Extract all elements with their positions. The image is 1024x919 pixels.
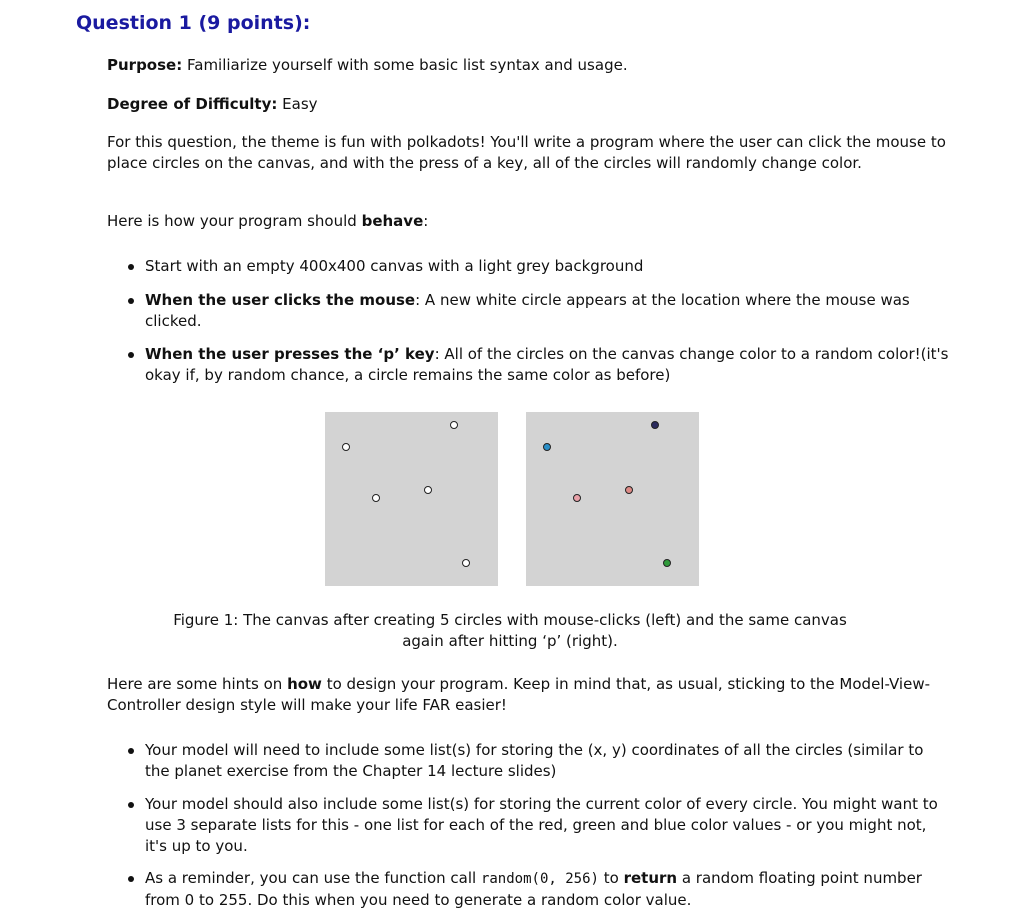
behavior-bold: When the user presses the ‘p’ key — [145, 345, 435, 363]
circle — [342, 443, 350, 451]
hint-text: Your model should also include some list(s) for storing the current color of every circle. You might want to use 3 separate lists for this - one list for each of the red, green and blue color values - or you might not, it's up to you. — [145, 795, 938, 855]
difficulty-text: Easy — [282, 95, 318, 113]
reminder-bold: return — [623, 869, 678, 887]
circle — [625, 486, 633, 494]
hints-post: to design your program. Keep in mind that, as usual, sticking to the Model-View-Controller design style will make your life FAR easier! — [107, 675, 931, 714]
behavior-text: : All of the circles on the canvas change color to a random color!(it's okay if, by random chance, a circle remains the same color as before) — [145, 345, 949, 384]
purpose-text: Familiarize yourself with some basic list syntax and usage. — [187, 56, 628, 74]
circle — [663, 559, 671, 567]
caption-line: again after hitting ‘p’ (right). — [402, 632, 618, 650]
hints-bold: how — [287, 675, 322, 693]
circle — [543, 443, 551, 451]
behave-bold: behave — [361, 212, 424, 230]
reminder-pre: As a reminder, you can use the function call — [145, 869, 481, 887]
behavior-bold: When the user clicks the mouse — [145, 291, 416, 309]
canvas-before — [325, 412, 498, 586]
circle — [372, 494, 380, 502]
figure-caption — [140, 610, 880, 652]
difficulty-line — [107, 94, 949, 115]
behavior-item-click — [128, 290, 949, 332]
hint-item — [128, 794, 949, 857]
circle — [462, 559, 470, 567]
intro-paragraph: For this question, the theme is fun with polkadots! You'll write a program where the user can click the mouse to place circles on the canvas, and with the press of a key, all of the circles will randomly change color. — [107, 133, 946, 172]
hint-item-reminder — [128, 868, 949, 911]
behavior-text: Start with an empty 400x400 canvas with a light grey background — [145, 257, 644, 275]
purpose-label: Purpose: — [107, 56, 183, 74]
reminder-mid: to — [598, 869, 624, 887]
canvas-after — [526, 412, 699, 586]
behavior-text: : A new white circle appears at the location where the mouse was clicked. — [145, 291, 910, 330]
caption-line: Figure 1: The canvas after creating 5 circles with mouse-clicks (left) and the same canvas — [173, 611, 847, 629]
circle — [424, 486, 432, 494]
reminder-post: a random floating point number from 0 to 255. Do this when you need to generate a random color value. — [145, 869, 922, 909]
behavior-item-keypress — [128, 344, 949, 386]
difficulty-label: Degree of Difficulty: — [107, 95, 278, 113]
circle — [651, 421, 659, 429]
hints-paragraph — [107, 674, 949, 716]
reminder-code: random(0, 256) — [480, 871, 599, 887]
question-title: Question 1 (9 points): — [76, 12, 311, 34]
behavior-list — [128, 256, 949, 386]
behave-pre: Here is how your program should — [107, 212, 362, 230]
hints-pre: Here are some hints on — [107, 675, 288, 693]
behave-post: : — [423, 212, 429, 230]
hint-text: Your model will need to include some list(s) for storing the (x, y) coordinates of all the circles (similar to the planet exercise from the Chapter 14 lecture slides) — [145, 741, 924, 780]
behave-heading — [107, 211, 949, 232]
hint-item — [128, 740, 949, 782]
purpose-line — [107, 55, 949, 76]
figure-1 — [325, 412, 699, 586]
circle — [573, 494, 581, 502]
behavior-item-start — [128, 256, 949, 277]
circle — [450, 421, 458, 429]
hint-list — [128, 740, 949, 911]
